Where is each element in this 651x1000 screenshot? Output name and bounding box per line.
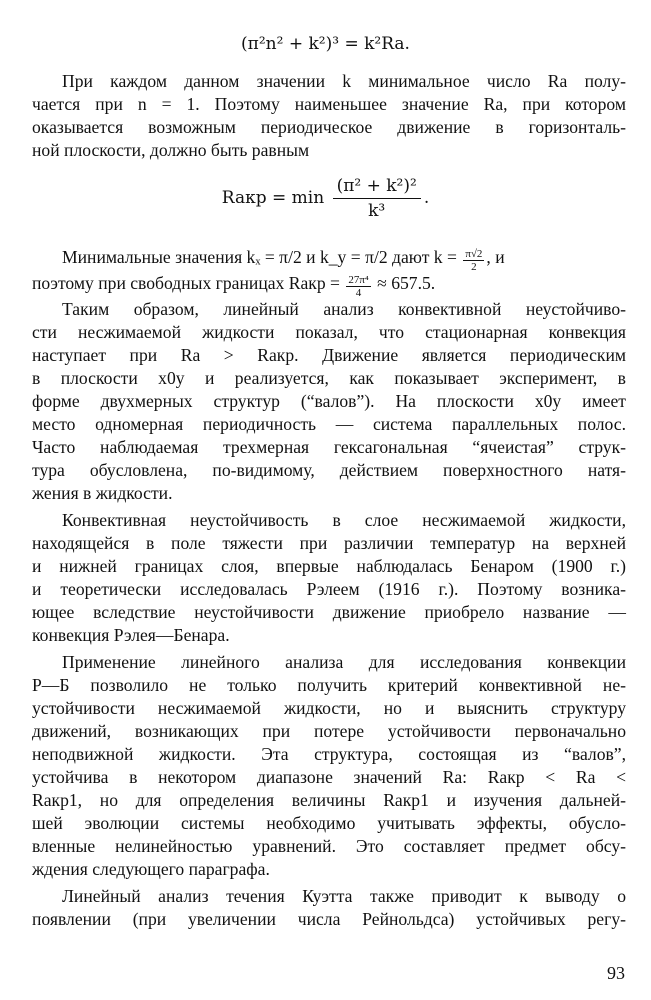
formula-rhs: = k²Ra. xyxy=(344,34,410,54)
fraction-numerator: (π² + k²)² xyxy=(333,176,421,199)
text-span: , и xyxy=(486,247,505,267)
fraction-denominator: 4 xyxy=(355,287,362,299)
text-line: форме двухмерных структур (“валов”). На плоскости x0y имеет xyxy=(32,391,626,411)
text-span: поэтому при свободных границах Raкр = xyxy=(32,273,340,293)
text-line: устойчива в некотором диапазоне значений Ra: Raкр < Ra < xyxy=(32,767,626,787)
text-line: Применение линейного анализа для исследования конвекции xyxy=(62,652,626,672)
text-line: чается при n = 1. Поэтому наименьшее значение Ra, при котором xyxy=(32,94,626,114)
formula-lhs: Raкр = min xyxy=(221,188,325,208)
text-line: Конвективная неустойчивость в слое несжимаемой жидкости, xyxy=(62,510,626,530)
inline-fraction xyxy=(346,274,370,299)
text-line: жения в жидкости. xyxy=(32,483,173,503)
fraction-numerator: π√2 xyxy=(465,248,483,260)
text-line: При каждом данном значении k минимальное число Ra полу- xyxy=(62,71,626,91)
text-line: ной плоскости, должно быть равным xyxy=(32,140,310,160)
text-line: Линейный анализ течения Куэтта также приводит к выводу о xyxy=(62,886,626,906)
text-line: вленные нелинейностью уравнений. Это составляет предмет обсу- xyxy=(32,836,626,856)
formula-lhs: (π²n² + k²)³ xyxy=(241,34,340,54)
text-line: и нижней границах слоя, впервые наблюдалась Бенаром (1900 г.) xyxy=(32,556,626,576)
text-line: Таким образом, линейный анализ конвективной неустойчиво- xyxy=(62,299,626,319)
text-line: тура обусловлена, по-видимому, действием поверхностного натя- xyxy=(32,460,626,480)
text-line: находящейся в поле тяжести при различии температур на верхней xyxy=(32,533,626,553)
text-line: место одномерная периодичность — система параллельных полос. xyxy=(32,414,626,434)
inline-fraction xyxy=(463,248,484,273)
text-line: ждения следующего параграфа. xyxy=(32,859,270,879)
formula-end: . xyxy=(423,188,430,208)
text-line: шей эволюции системы необходимо учитывать эффекты, обусло- xyxy=(32,813,626,833)
text-line: конвекция Рэлея—Бенара. xyxy=(32,625,230,645)
page-number: 93 xyxy=(607,963,625,983)
text-line: появлении (при увеличении числа Рейнольдса) устойчивых регу- xyxy=(32,909,626,929)
text-line: оказывается возможным периодическое движение в горизонталь- xyxy=(32,117,626,137)
text-line-ra xyxy=(32,272,626,299)
text-line: Raкр1, но для определения величины Raкр1 и изучения дальней- xyxy=(32,790,626,810)
fraction-denominator: k³ xyxy=(368,201,386,221)
fraction-denominator: 2 xyxy=(471,261,477,273)
text-line: и теоретически исследовалась Рэлеем (1916 г.). Поэтому возника- xyxy=(32,579,626,599)
text-line: неподвижной жидкости. Эта структура, состоящая из “валов”, xyxy=(32,744,626,764)
text-line: наступает при Ra > Raкр. Движение является периодическим xyxy=(32,345,626,365)
text-span: Минимальные значения kₓ = π/2 и k_y = π/2 дают k = xyxy=(62,247,457,267)
fraction-numerator: 27π⁴ xyxy=(348,274,369,286)
text-line: сти несжимаемой жидкости показал, что стационарная конвекция xyxy=(32,322,626,342)
formula-fraction xyxy=(333,176,421,221)
text-line: движений, возникающих при потере устойчивости первоначально xyxy=(32,721,626,741)
formula-critical-condition xyxy=(0,34,651,54)
text-line: ющее вследствие неустойчивости движение приобрело название — xyxy=(32,602,626,622)
text-line-kx xyxy=(62,246,626,273)
formula-ra-critical-min xyxy=(0,176,651,221)
text-span: ≈ 657.5. xyxy=(377,273,436,293)
text-line: Р—Б позволило не только получить критерий конвективной не- xyxy=(32,675,626,695)
text-line: Часто наблюдаемая трехмерная гексагональная “ячеистая” струк- xyxy=(32,437,626,457)
text-line: устойчивости несжимаемой жидкости, но и выяснить структуру xyxy=(32,698,626,718)
text-line: в плоскости x0y и реализуется, как показывает эксперимент, в xyxy=(32,368,626,388)
